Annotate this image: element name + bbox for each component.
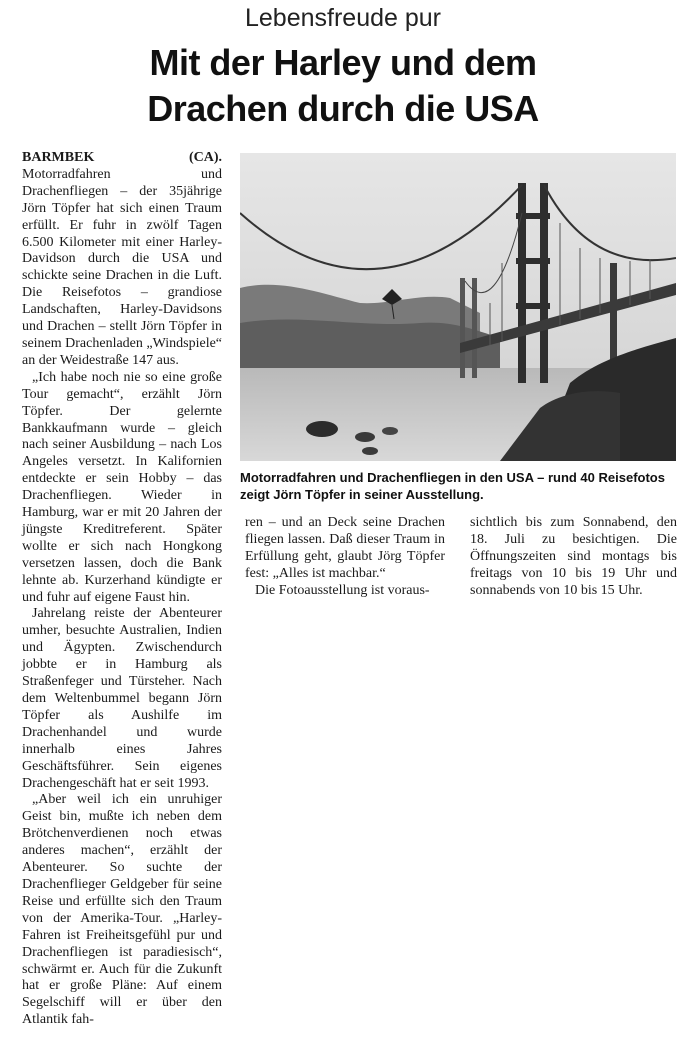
headline-line-1: Mit der Harley und dem <box>149 42 537 83</box>
article-paragraph: Die Fotoausstellung ist voraus- <box>255 582 430 598</box>
dateline: BARMBEK (CA). <box>22 150 222 165</box>
headline-line-2: Drachen durch die USA <box>147 88 539 129</box>
article-paragraph <box>22 150 222 370</box>
article-paragraph: „Aber weil ich ein unruhiger Geist bin, mußte ich neben dem Brötchenverdienen noch etwas anderes machen“, erzählt der Abenteurer. So suchte der Drachenflieger Geldgeber für seine Reise und erfüllte sich den Traum von der Amerika-Tour. „Harley-Fahren ist Freiheitsgefühl pur und Drachenfliegen ist paradiesisch“, schwärmt er. Auch für die Zukunft hat er große Pläne: Auf einem Segelschiff will er über den Atlantik fah- <box>22 792 222 1028</box>
golden-gate-bridge-photo <box>240 153 676 461</box>
article-column-3 <box>470 515 677 600</box>
article-paragraph: Jahrelang reiste der Abenteurer umher, besuchte Australien, Indien und Ägypten. Zwischendurch jobbte er in Hamburg als Straßenfeger und Türsteher. Nach dem Weltenbummel begann Jörn Töpfer als Aushilfe im Drachenhandel und wurde innerhalb eines Jahres Geschäftsführer. Sein eigenes Drachengeschäft hat er seit 1993. <box>22 606 222 791</box>
photo-caption: Motorradfahren und Drachenfliegen in den USA – rund 40 Reisefotos zeigt Jörn Töpfer in seiner Ausstellung. <box>240 470 665 502</box>
article-paragraph: „Ich habe noch nie so eine große Tour gemacht“, erzählt Jörn Töpfer. Der gelernte Bankkaufmann wurde – gleich nach seiner Ausbildung – nach Los Angeles versetzt. In Kalifornien entdeckte er sein Hobby – das Drachenfliegen. Wieder in Hamburg, war er mit 20 Jahren der jüngste Kreditreferent. Später wollte er sich nach Hongkong versetzen lassen, doch die Bank lehnte ab. Kurzerhand kündigte er und fuhr auf eigene Faust hin. <box>22 369 222 605</box>
paragraph-text: Motorradfahren und Drachenfliegen – der 35jährige Jörn Töpfer hat sich einen Traum erfüllt. Er fuhr in zwölf Tagen 6.500 Kilometer mit einer Harley-Davidson durch die USA und schickte seine Drachen in die Luft. Die Reisefotos – grandiose Landschaften, Harley-Davidsons und Drachen – stellt Jörn Töpfer in seinem Drachenladen „Windspiele“ an der Weidestraße 147 aus. <box>22 166 223 368</box>
article-column-2 <box>245 515 445 600</box>
article-paragraph: sichtlich bis zum Sonnabend, den 18. Juli zu besichtigen. Die Öffnungszeiten sind montags bis freitags von 10 bis 19 Uhr und sonnabends von 10 bis 15 Uhr. <box>470 515 677 598</box>
article-paragraph: ren – und an Deck seine Drachen fliegen lassen. Daß dieser Traum in Erfüllung geht, glaubt Jörg Töpfer fest: „Alles ist machbar.“ <box>245 515 445 581</box>
headline <box>0 40 686 132</box>
article-column-1 <box>22 150 222 1029</box>
kicker: Lebensfreude pur <box>245 4 441 32</box>
